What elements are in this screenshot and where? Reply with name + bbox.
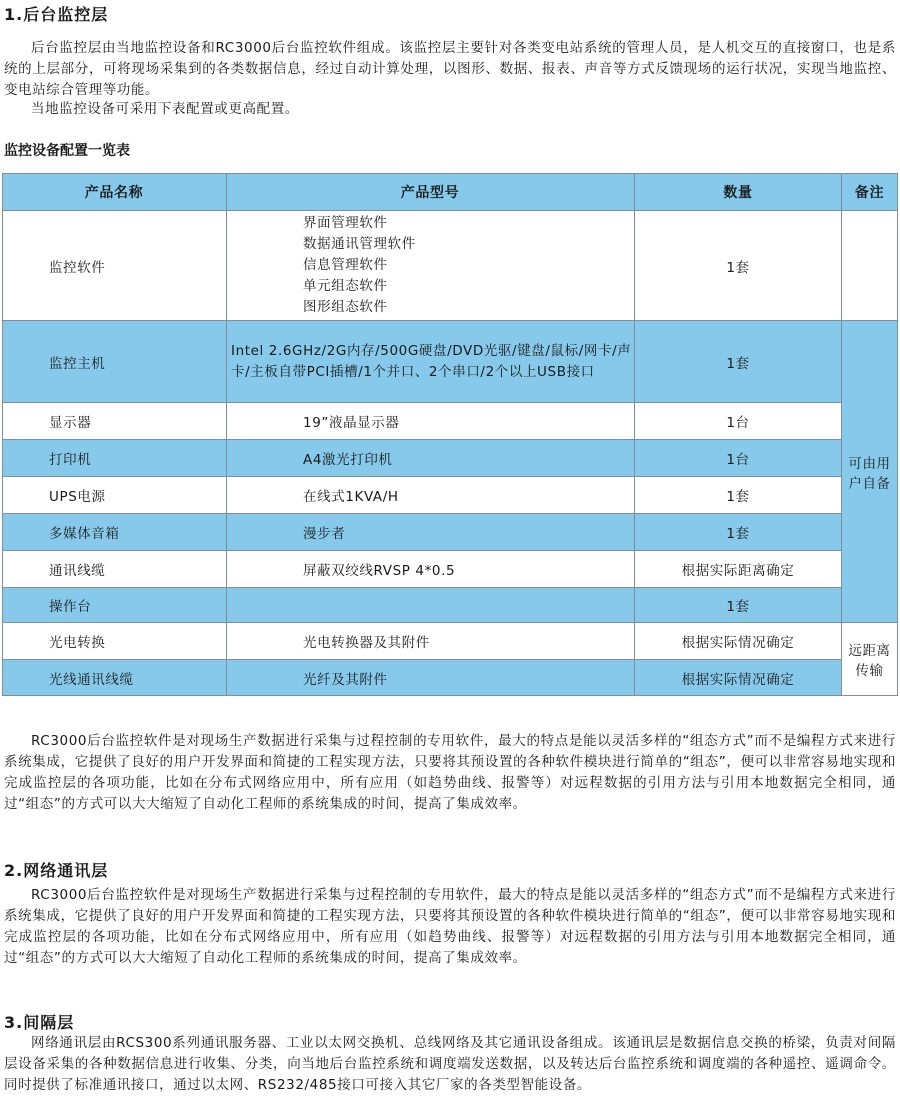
cell-name: 显示器 — [3, 403, 227, 440]
cell-qty: 根据实际情况确定 — [635, 623, 842, 660]
header-quantity: 数量 — [635, 174, 842, 211]
section-1-paragraph: 后台监控层由当地监控设备和RC3000后台监控软件组成。该监控层主要针对各类变电站系统的管理人员，是人机交互的直接窗口，也是系统的上层部分，可将现场采集到的各类数据信息，经过自动计算处理，以图形、数据、报表、声音等方式反馈现场的运行状况，实现当地监控、变电站综合管理等功能。 — [4, 40, 896, 98]
cell-qty: 1套 — [635, 321, 842, 403]
cell-model: A4激光打印机 — [227, 440, 635, 477]
cell-model: 光电转换器及其附件 — [227, 623, 635, 660]
cell-model — [227, 588, 635, 623]
cell-model: 19”液晶显示器 — [227, 403, 635, 440]
section-1-config-note: 当地监控设备可采用下表配置或更高配置。 — [31, 101, 299, 117]
header-product-name: 产品名称 — [3, 174, 227, 211]
cell-qty: 1台 — [635, 440, 842, 477]
cell-model — [227, 211, 635, 321]
header-remarks: 备注 — [842, 174, 898, 211]
cell-model: 在线式1KVA/H — [227, 477, 635, 514]
model-line: 单元组态软件 — [303, 278, 388, 294]
model-line: 信息管理软件 — [303, 257, 388, 273]
cell-name: 光线通讯线缆 — [3, 660, 227, 696]
model-line: 界面管理软件 — [303, 215, 388, 231]
table-header-row — [3, 174, 898, 211]
cell-note-remote: 远距离传输 — [842, 623, 898, 696]
cell-name: UPS电源 — [3, 477, 227, 514]
table-row — [3, 440, 898, 477]
table-row — [3, 321, 898, 403]
cell-name: 监控软件 — [3, 211, 227, 321]
table-row — [3, 403, 898, 440]
cell-note-empty — [842, 211, 898, 321]
section-2-title: 2.网络通讯层 — [4, 861, 109, 880]
equipment-config-table — [2, 173, 898, 696]
cell-name: 监控主机 — [3, 321, 227, 403]
table-row — [3, 623, 898, 660]
cell-name: 操作台 — [3, 588, 227, 623]
cell-qty: 1套 — [635, 514, 842, 551]
cell-qty: 1套 — [635, 477, 842, 514]
cell-qty: 1套 — [635, 211, 842, 321]
cell-note-user-supplied: 可由用户自备 — [842, 321, 898, 623]
section-3-title: 3.间隔层 — [4, 1013, 75, 1032]
table-row — [3, 477, 898, 514]
table-row — [3, 514, 898, 551]
table-row — [3, 551, 898, 588]
table-caption: 监控设备配置一览表 — [4, 143, 130, 159]
cell-name: 光电转换 — [3, 623, 227, 660]
cell-qty: 1套 — [635, 588, 842, 623]
section-2-paragraph: RC3000后台监控软件是对现场生产数据进行采集与过程控制的专用软件，最大的特点是能以灵活多样的“组态方式”而不是编程方式来进行系统集成，它提供了良好的用户开发界面和简捷的工程实现方法，只要将其预设置的各种软件模块进行简单的“组态”，便可以非常容易地实现和完成监控层的各项功能，比如在分布式网络应用中，所有应用（如趋势曲线、报警等）对远程数据的引用方法与引用本地数据完全相同，通过“组态”的方式可以大大缩短了自动化工程师的系统集成的时间，提高了集成效率。 — [4, 887, 896, 966]
model-line: 数据通讯管理软件 — [303, 236, 416, 252]
cell-name: 多媒体音箱 — [3, 514, 227, 551]
cell-qty: 根据实际情况确定 — [635, 660, 842, 696]
cell-model: Intel 2.6GHz/2G内存/500G硬盘/DVD光驱/键盘/鼠标/网卡/声卡/主板自带PCI插槽/1个并口、2个串口/2个以上USB接口 — [227, 321, 635, 403]
table-row — [3, 660, 898, 696]
model-line: 图形组态软件 — [303, 299, 388, 315]
cell-model: 屏蔽双绞线RVSP 4*0.5 — [227, 551, 635, 588]
header-product-model: 产品型号 — [227, 174, 635, 211]
cell-model: 漫步者 — [227, 514, 635, 551]
table-row — [3, 588, 898, 623]
cell-qty: 根据实际距离确定 — [635, 551, 842, 588]
section-3-paragraph: 网络通讯层由RCS300系列通讯服务器、工业以太网交换机、总线网络及其它通讯设备组成。该通讯层是数据信息交换的桥梁，负责对间隔层设备采集的各种数据信息进行收集、分类，向当地后台监控系统和调度端发送数据，以及转达后台监控系统和调度端的各种遥控、遥调命令。同时提供了标准通讯接口，通过以太网、RS232/485接口可接入其它厂家的各类型智能设备。 — [4, 1035, 896, 1093]
cell-model: 光纤及其附件 — [227, 660, 635, 696]
section-1-title: 1.后台监控层 — [4, 5, 109, 24]
cell-name: 打印机 — [3, 440, 227, 477]
cell-name: 通讯线缆 — [3, 551, 227, 588]
cell-qty: 1台 — [635, 403, 842, 440]
section-1-software-paragraph: RC3000后台监控软件是对现场生产数据进行采集与过程控制的专用软件，最大的特点是能以灵活多样的“组态方式”而不是编程方式来进行系统集成，它提供了良好的用户开发界面和简捷的工程实现方法，只要将其预设置的各种软件模块进行简单的“组态”，便可以非常容易地实现和完成监控层的各项功能，比如在分布式网络应用中，所有应用（如趋势曲线、报警等）对远程数据的引用方法与引用本地数据完全相同，通过“组态”的方式可以大大缩短了自动化工程师的系统集成的时间，提高了集成效率。 — [4, 733, 896, 812]
table-row — [3, 211, 898, 321]
